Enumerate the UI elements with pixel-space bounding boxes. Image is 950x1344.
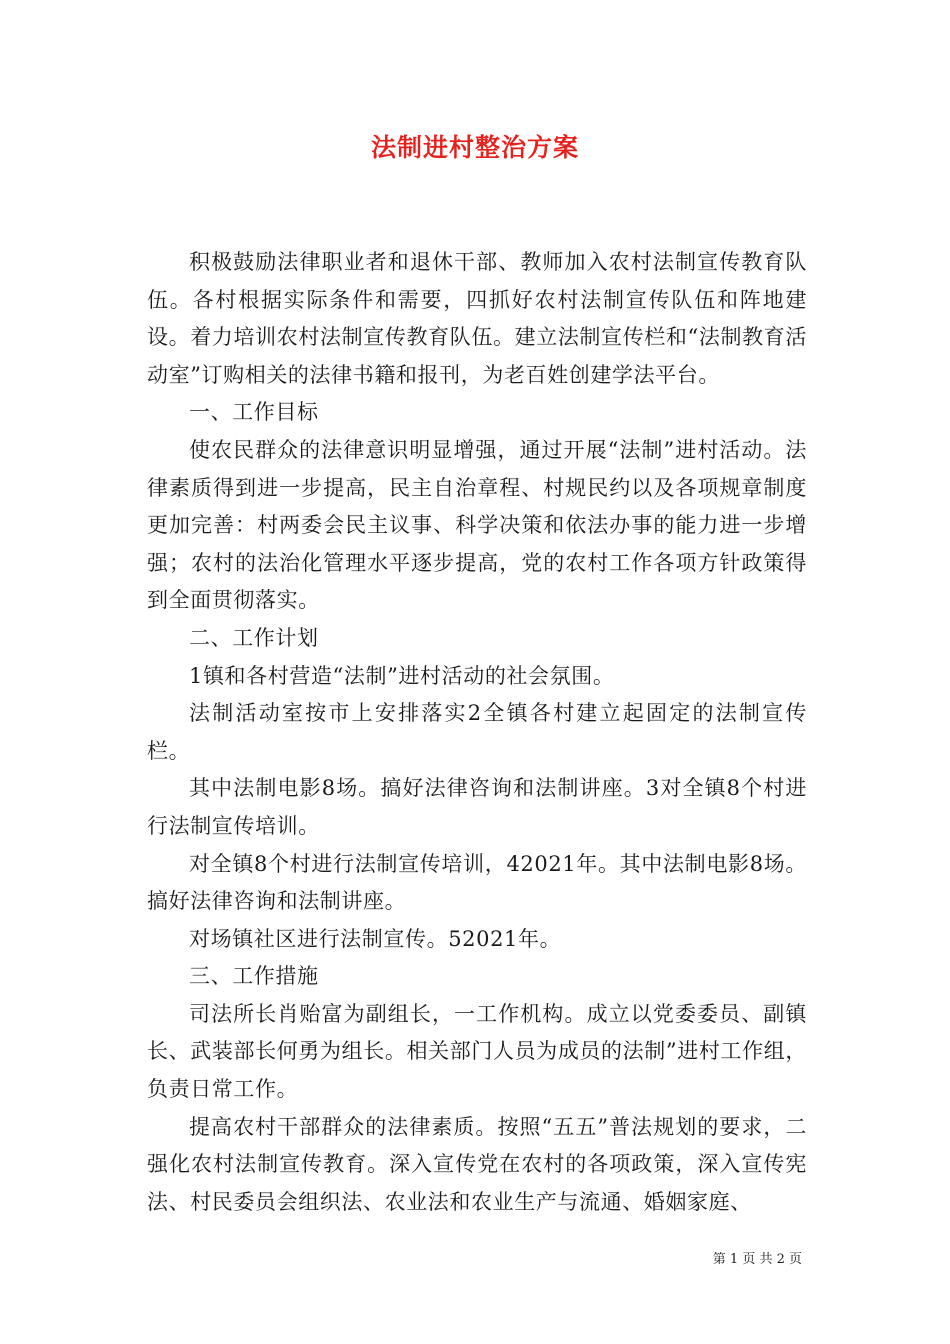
section-heading: 一、工作目标 xyxy=(189,400,319,425)
paragraph: 使农民群众的法律意识明显增强，通过开展“法制”进村活动。法律素质得到进一步提高，民主自治章程、村规民约以及各项规章制度更加完善：村两委会民主议事、科学决策和依法办事的能力进一步增强；农村的法治化管理水平逐步提高，党的农村工作各项方针政策得到全面贯彻落实。 xyxy=(147,437,807,613)
section-heading: 二、工作计划 xyxy=(189,625,319,650)
paragraph: 法制活动室按市上安排落实2全镇各村建立起固定的法制宣传栏。 xyxy=(147,701,807,763)
paragraph: 积极鼓励法律职业者和退休干部、教师加入农村法制宣传教育队伍。各村根据实际条件和需要，四抓好农村法制宣传队伍和阵地建设。着力培训农村法制宣传教育队伍。建立法制宣传栏和“法制教育活动室”订购相关的法律书籍和报刊，为老百姓创建学法平台。 xyxy=(147,250,807,387)
paragraph: 对场镇社区进行法制宣传。52021年。 xyxy=(189,926,562,951)
paragraph: 司法所长肖贻富为副组长，一工作机构。成立以党委委员、副镇长、武装部长何勇为组长。相关部门人员为成员的法制”进村工作组，负责日常工作。 xyxy=(147,1001,807,1102)
section-heading: 三、工作措施 xyxy=(189,964,319,989)
page-number: 第 1 页 共 2 页 xyxy=(712,1252,802,1267)
paragraph: 其中法制电影8场。搞好法律咨询和法制讲座。3对全镇8个村进行法制宣传培训。 xyxy=(147,776,807,838)
document-title: 法制进村整治方案 xyxy=(370,133,579,162)
paragraph: 提高农村干部群众的法律素质。按照“五五”普法规划的要求，二强化农村法制宣传教育。深入宣传党在农村的各项政策，深入宣传宪法、村民委员会组织法、农业法和农业生产与流通、婚姻家庭、 xyxy=(147,1114,807,1214)
paragraph: 对全镇8个村进行法制宣传培训，42021年。其中法制电影8场。搞好法律咨询和法制讲座。 xyxy=(147,851,807,914)
document-body xyxy=(147,244,807,1221)
paragraph: 1镇和各村营造“法制”进村活动的社会氛围。 xyxy=(189,663,615,688)
